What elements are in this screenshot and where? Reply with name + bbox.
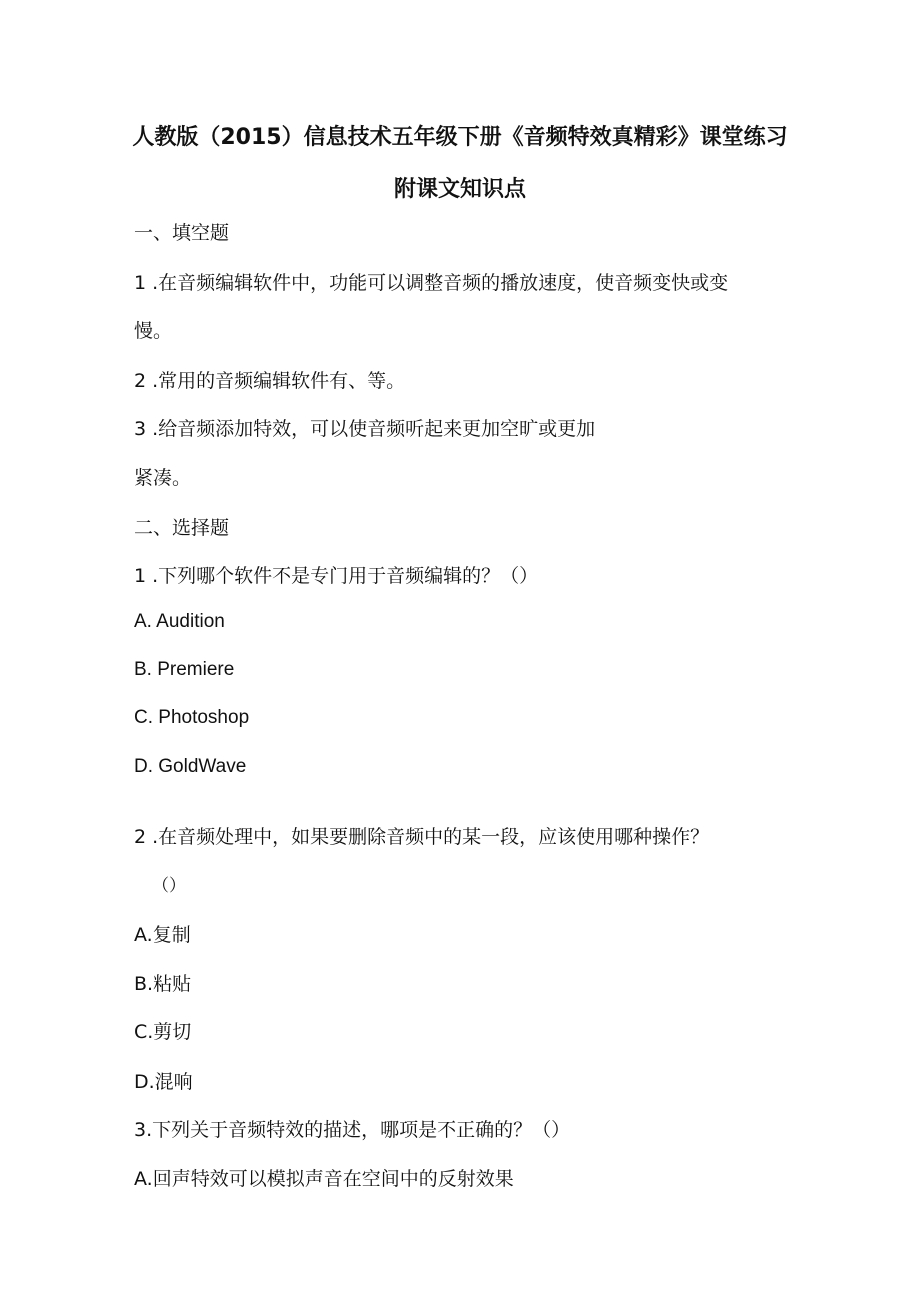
section-heading-multiple-choice: 二、选择题	[134, 517, 230, 539]
section-heading-fill-blank: 一、填空题	[134, 222, 230, 244]
answer-option: D.混响	[134, 1071, 193, 1093]
answer-option: C. Photoshop	[134, 707, 250, 728]
answer-option: B. Premiere	[134, 659, 235, 680]
answer-option: D. GoldWave	[134, 756, 247, 777]
answer-blank: （）	[152, 876, 186, 896]
answer-option: C.剪切	[134, 1021, 192, 1043]
answer-option: B.粘贴	[134, 973, 192, 995]
question-text: 慢。	[134, 320, 173, 342]
question-text: 2 .常用的音频编辑软件有、等。	[134, 370, 406, 392]
question-text: 1 .在音频编辑软件中，功能可以调整音频的播放速度，使音频变快或变	[134, 272, 729, 294]
answer-option: A.复制	[134, 924, 191, 946]
answer-option: A.回声特效可以模拟声音在空间中的反射效果	[134, 1168, 514, 1190]
question-text: 1 .下列哪个软件不是专门用于音频编辑的？（）	[134, 565, 539, 587]
question-text: 3.下列关于音频特效的描述，哪项是不正确的？（）	[134, 1119, 571, 1141]
question-text: 紧凑。	[134, 467, 192, 489]
question-text: 2 .在音频处理中，如果要删除音频中的某一段，应该使用哪种操作？	[134, 826, 710, 848]
question-text: 3 .给音频添加特效，可以使音频听起来更加空旷或更加	[134, 418, 596, 440]
document-subtitle: 附课文知识点	[393, 177, 526, 202]
answer-option: A. Audition	[134, 611, 225, 632]
document-title: 人教版（2015）信息技术五年级下册《音频特效真精彩》课堂练习	[132, 125, 788, 150]
